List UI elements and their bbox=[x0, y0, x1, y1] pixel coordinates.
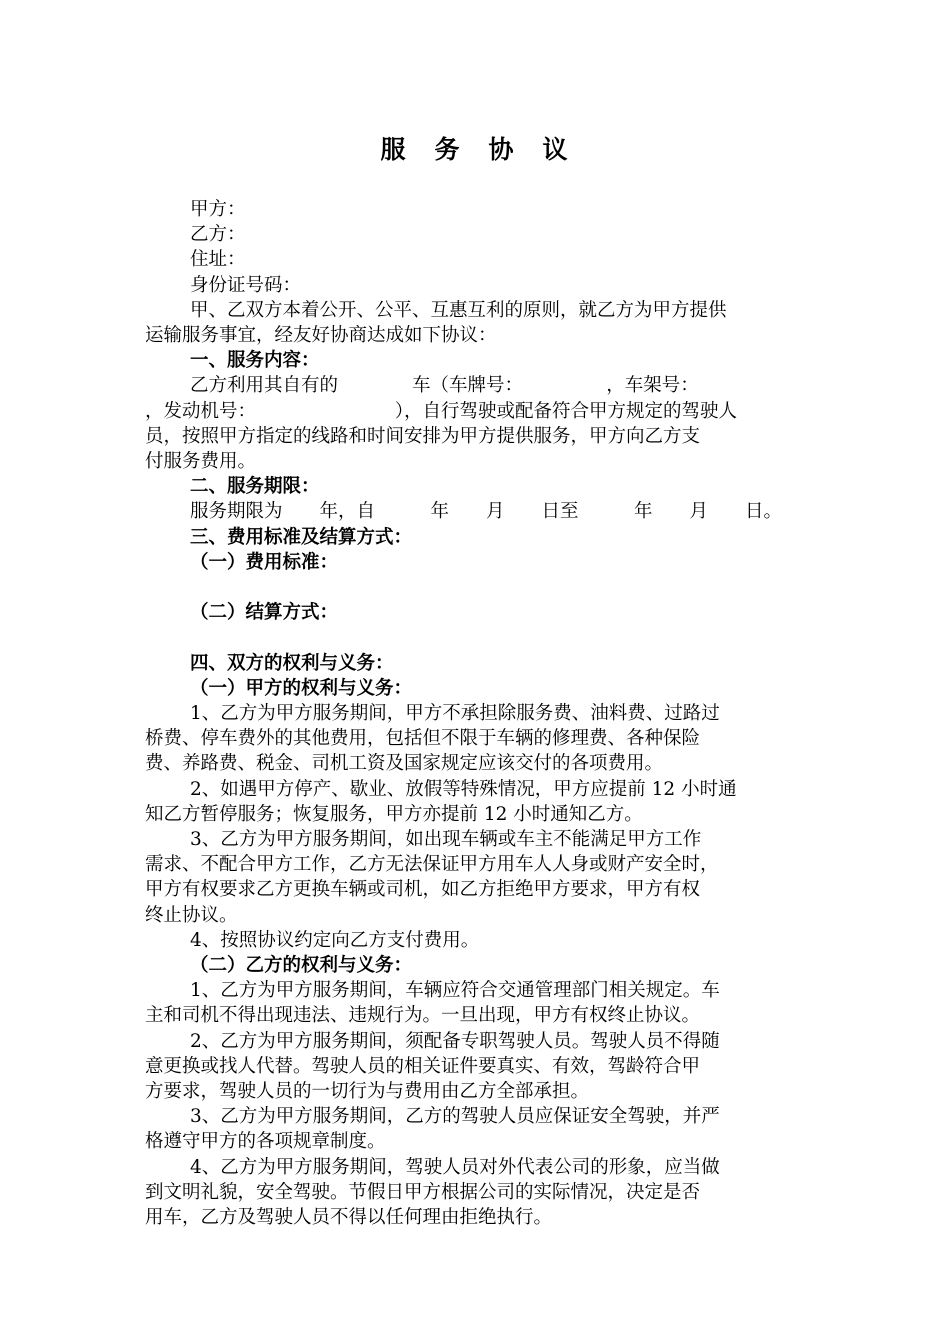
text-line: 乙方利用其自有的 车（车牌号： ，车架号： bbox=[190, 375, 699, 397]
text-line: 住址： bbox=[190, 249, 246, 271]
text-line: 意更换或找人代替。驾驶人员的相关证件要真实、有效，驾龄符合甲 bbox=[145, 1055, 701, 1077]
section-heading: 二、服务期限： bbox=[190, 476, 320, 498]
text-line: ，发动机号： ），自行驾驶或配备符合甲方规定的驾驶人 bbox=[145, 400, 738, 422]
blank-line bbox=[145, 575, 807, 600]
section-heading: （一）费用标准： bbox=[190, 551, 339, 573]
text-line: 终止协议。 bbox=[145, 904, 238, 926]
text-line: 桥费、停车费外的其他费用，包括但不限于车辆的修理费、各种保险 bbox=[145, 728, 701, 750]
text-line: 付服务费用。 bbox=[145, 451, 257, 473]
text-line: 费、养路费、税金、司机工资及国家规定应该交付的各项费用。 bbox=[145, 753, 664, 775]
section-heading: （二）乙方的权利与义务： bbox=[190, 955, 413, 977]
text-line: 1、乙方为甲方服务期间，车辆应符合交通管理部门相关规定。车 bbox=[190, 980, 720, 1002]
text-line: 格遵守甲方的各项规章制度。 bbox=[145, 1131, 386, 1153]
text-line: 甲方有权要求乙方更换车辆或司机，如乙方拒绝甲方要求，甲方有权 bbox=[145, 879, 701, 901]
text-line: 乙方： bbox=[190, 224, 246, 246]
text-line: 员，按照甲方指定的线路和时间安排为甲方提供服务，甲方向乙方支 bbox=[145, 425, 701, 447]
text-line: 1、乙方为甲方服务期间，甲方不承担除服务费、油料费、过路过 bbox=[190, 703, 720, 725]
text-line: 4、按照协议约定向乙方支付费用。 bbox=[190, 929, 480, 951]
text-line: 3、乙方为甲方服务期间，如出现车辆或车主不能满足甲方工作 bbox=[190, 829, 702, 851]
text-line: 主和司机不得出现违法、违规行为。一旦出现，甲方有权终止协议。 bbox=[145, 1005, 701, 1027]
text-line: 2、乙方为甲方服务期间，须配备专职驾驶人员。驾驶人员不得随 bbox=[190, 1030, 720, 1052]
section-heading: （二）结算方式： bbox=[190, 602, 339, 624]
text-line: 用车，乙方及驾驶人员不得以任何理由拒绝执行。 bbox=[145, 1207, 553, 1229]
text-line: 身份证号码： bbox=[190, 274, 302, 296]
section-heading: 四、双方的权利与义务： bbox=[190, 652, 394, 674]
text-line: 运输服务事宜，经友好协商达成如下协议： bbox=[145, 325, 497, 347]
blank-line bbox=[145, 625, 807, 650]
text-line: 方要求，驾驶人员的一切行为与费用由乙方全部承担。 bbox=[145, 1081, 590, 1103]
text-line: 3、乙方为甲方服务期间，乙方的驾驶人员应保证安全驾驶，并严 bbox=[190, 1106, 720, 1128]
text-line: 知乙方暂停服务；恢复服务，甲方亦提前 12 小时通知乙方。 bbox=[145, 803, 643, 825]
text-line: 服务期限为 年，自 年 月 日至 年 月 日。 bbox=[190, 501, 783, 523]
section-heading: （一）甲方的权利与义务： bbox=[190, 677, 413, 699]
section-heading: 三、费用标准及结算方式： bbox=[190, 526, 413, 548]
document-body bbox=[145, 197, 807, 1230]
text-line: 需求、不配合甲方工作，乙方无法保证甲方用车人人身或财产安全时， bbox=[145, 854, 719, 876]
text-line: 2、如遇甲方停产、歇业、放假等特殊情况，甲方应提前 12 小时通 bbox=[190, 778, 737, 800]
text-line: 4、乙方为甲方服务期间，驾驶人员对外代表公司的形象，应当做 bbox=[190, 1156, 720, 1178]
text-line: 到文明礼貌，安全驾驶。节假日甲方根据公司的实际情况，决定是否 bbox=[145, 1181, 701, 1203]
text-line: 甲、乙双方本着公开、公平、互惠互利的原则，就乙方为甲方提供 bbox=[190, 299, 727, 321]
text-line: 甲方： bbox=[190, 199, 246, 220]
section-heading: 一、服务内容： bbox=[190, 350, 320, 372]
document-title: 服 务 协 议 bbox=[380, 135, 570, 164]
